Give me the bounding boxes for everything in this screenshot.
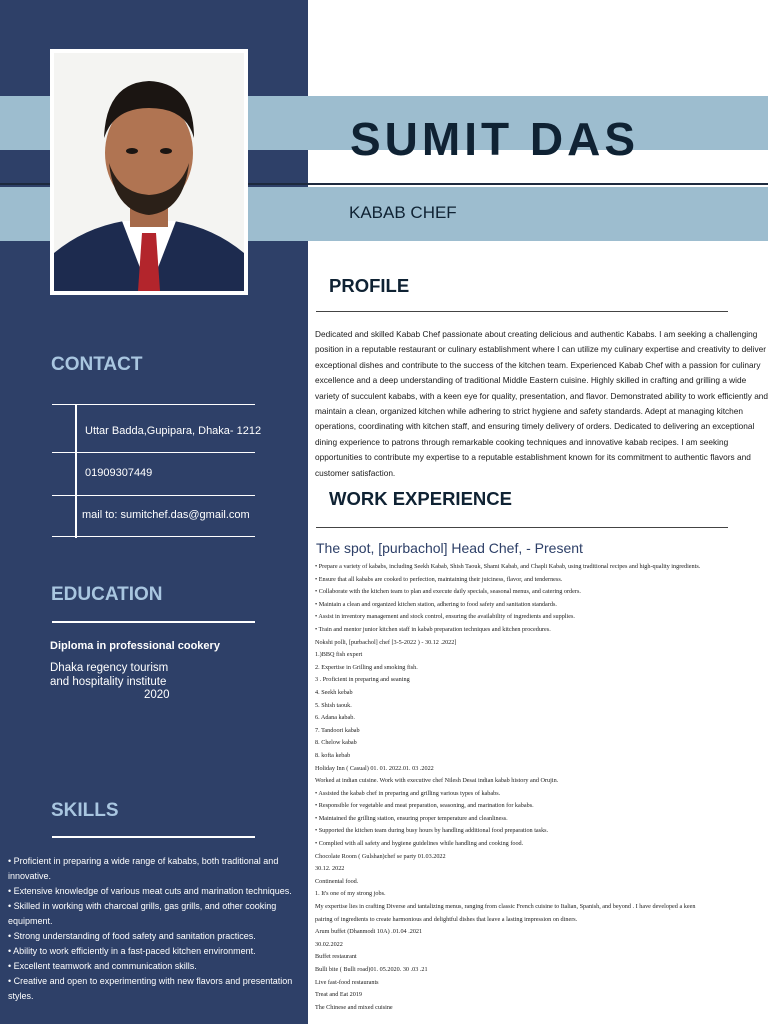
work-line: 2. Expertise in Grilling and smoking fish. bbox=[315, 663, 418, 671]
skill-item: • Excellent teamwork and communication skills. bbox=[8, 961, 197, 971]
current-position: The spot, [purbachol] Head Chef, - Present bbox=[316, 540, 583, 556]
contact-phone[interactable]: 01909307449 bbox=[85, 467, 153, 479]
work-line: The Chinese and mixed cuisine bbox=[315, 1003, 393, 1011]
skill-item: • Creative and open to experimenting with new flavors and presentation styles. bbox=[8, 976, 293, 1001]
work-line: 3 . Proficient in preparing and seaning bbox=[315, 676, 410, 684]
work-details bbox=[315, 561, 755, 1014]
work-line: 5. Shish taouk. bbox=[315, 701, 352, 709]
skill-item: • Ability to work efficiently in a fast-paced kitchen environment. bbox=[8, 946, 256, 956]
work-line: Arum buffet (Dhanmodi 10A) .01.04 .2021 bbox=[315, 928, 423, 936]
work-line: • Complied with all safety and hygiene guidelines while handling and cooking food. bbox=[315, 840, 524, 848]
work-line: 6. Adana kabab. bbox=[315, 714, 355, 722]
skill-item: • Strong understanding of food safety and sanitation practices. bbox=[8, 931, 256, 941]
skills-divider bbox=[52, 836, 255, 838]
work-line: Treat and Eat 2019 bbox=[315, 991, 363, 999]
work-line: • Responsible for vegetable and meat preparation, seasoning, and marination for kababs. bbox=[315, 802, 534, 810]
contact-divider bbox=[52, 404, 255, 405]
education-degree: Diploma in professional cookery bbox=[50, 640, 220, 652]
profile-heading: PROFILE bbox=[329, 275, 410, 296]
contact-email[interactable]: mail to: sumitchef.das@gmail.com bbox=[82, 509, 250, 521]
contact-divider bbox=[52, 452, 255, 453]
work-line: • Maintained the grilling station, ensuring proper temperature and cleanliness. bbox=[315, 814, 508, 822]
work-line: • Supported the kitchen team during busy hours by handling additional food preparation tasks. bbox=[315, 827, 549, 835]
portrait-image bbox=[54, 53, 244, 291]
education-divider bbox=[52, 621, 255, 623]
work-line: 8. Chelow kabab bbox=[315, 739, 357, 747]
work-line: • Maintain a clean and organized kitchen station, adhering to food safety and sanitation standards. bbox=[315, 600, 557, 608]
skill-item: • Skilled in working with charcoal grills, gas grills, and other cooking equipment. bbox=[8, 901, 277, 926]
contact-divider bbox=[52, 495, 255, 496]
work-line: Nokshi polli, [purbachol] chef [3-5-2022 ) - 30.12 .2022] bbox=[315, 638, 457, 646]
work-line: Holiday Inn ( Casual) 01. 01. 2022.01. 03 .2022 bbox=[315, 764, 434, 772]
work-line: Bulli bite ( Bulli road)01. 05.2020. 30 .03 .21 bbox=[315, 966, 428, 973]
work-heading: WORK EXPERIENCE bbox=[329, 488, 512, 509]
work-line: 7. Tandoori kabab bbox=[315, 726, 360, 734]
work-line: • Ensure that all kababs are cooked to perfection, maintaining their juiciness, flavor, and tenderness. bbox=[315, 575, 563, 583]
job-title: KABAB CHEF bbox=[349, 203, 457, 222]
skills-heading: SKILLS bbox=[51, 800, 119, 821]
skill-item: • Proficient in preparing a wide range of kababs, both traditional and innovative. bbox=[8, 856, 279, 881]
work-line: • Train and mentor junior kitchen staff in kabab preparation techniques and kitchen procedures. bbox=[315, 625, 551, 633]
contact-divider bbox=[52, 536, 255, 537]
education-heading: EDUCATION bbox=[51, 584, 163, 605]
education-year: 2020 bbox=[144, 689, 170, 701]
work-line: • Prepare a variety of kababs, including Seekh Kabab, Shish Taouk, Shami Kabab, and Chapli Kabab, using traditional recipes and high-quality ingredients. bbox=[315, 563, 701, 570]
work-line: Buffet restaurant bbox=[315, 953, 357, 961]
work-line: 30.12. 2022 bbox=[315, 865, 345, 873]
work-line: Chocolate Room ( Gulshan)chef se party 01.03.2022 bbox=[315, 852, 446, 860]
work-divider bbox=[316, 527, 728, 528]
education-school: Dhaka regency tourism and hospitality institute bbox=[50, 662, 169, 688]
candidate-name: SUMIT DAS bbox=[350, 113, 639, 165]
contact-address: Uttar Badda,Gupipara, Dhaka- 1212 bbox=[85, 425, 262, 437]
work-line: pairing of ingredients to create harmonious and delightful dishes that leave a lasting impression on diners. bbox=[315, 915, 578, 923]
contact-heading: CONTACT bbox=[51, 354, 143, 375]
work-line: My expertise lies in crafting Diverse and tantalizing menus, ranging from classic French cuisine to Italian, Spanish, and beyond . I have developed a keen bbox=[315, 903, 696, 911]
work-line: 1. It's one of my strong jobs. bbox=[315, 890, 386, 898]
profile-photo bbox=[54, 53, 244, 291]
skill-item: • Extensive knowledge of various meat cuts and marination techniques. bbox=[8, 886, 292, 896]
work-line: 4. Seekh kebab bbox=[315, 688, 353, 696]
work-line: • Assist in inventory management and stock control, ensuring the availability of ingredients and supplies. bbox=[315, 613, 575, 621]
profile-divider bbox=[316, 311, 728, 312]
work-line: • Assisted the kabab chef in preparing and grilling various types of kababs. bbox=[315, 789, 501, 797]
work-line: Continental food. bbox=[315, 877, 359, 885]
work-line: 1.)BBQ fish expert bbox=[315, 651, 363, 659]
work-line: Worked at indian cuisine. Work with executive chef Nilesh Desai indian kabab history and Orujin. bbox=[315, 777, 559, 785]
work-line: Live fast-food restaurants bbox=[315, 978, 379, 986]
skills-list bbox=[8, 854, 298, 1004]
work-line: 8. kofta kebab bbox=[315, 751, 351, 759]
work-line: 30.02.2022 bbox=[315, 940, 343, 948]
contact-vertical-line bbox=[75, 404, 77, 538]
work-line: • Collaborate with the kitchen team to plan and execute daily specials, seasonal menus, and catering orders. bbox=[315, 588, 581, 596]
profile-summary: Dedicated and skilled Kabab Chef passionate about creating delicious and authentic Kababs. I am seeking a challenging position in a reputable restaurant or culinary establishment where I can utilize my culinary expertise and creativity to deliver exceptional dishes and contribute to the success of the kitchen team. Experienced Kabab Chef with a passion for culinary excellence and a deep understanding of traditional Middle Eastern cuisine. Highly skilled in crafting and grilling a wide variety of succulent kababs, with a keen eye for quality, presentation, and flavor. Demonstrated ability to work efficiently and maintain a clean, organized kitchen while adhering to strict hygiene and safety standards. Adept at managing kitchen operations, coordinating with kitchen staff, and ensuring timely delivery of orders. Dedicated to delivering an exceptional dining experience to patrons through remarkable cooking techniques and innovative kabab recipes. I am seeking opportunities to contribute my expertise to a reputable establishment known for its commitment to authentic flavors and customer satisfaction. bbox=[315, 329, 768, 478]
